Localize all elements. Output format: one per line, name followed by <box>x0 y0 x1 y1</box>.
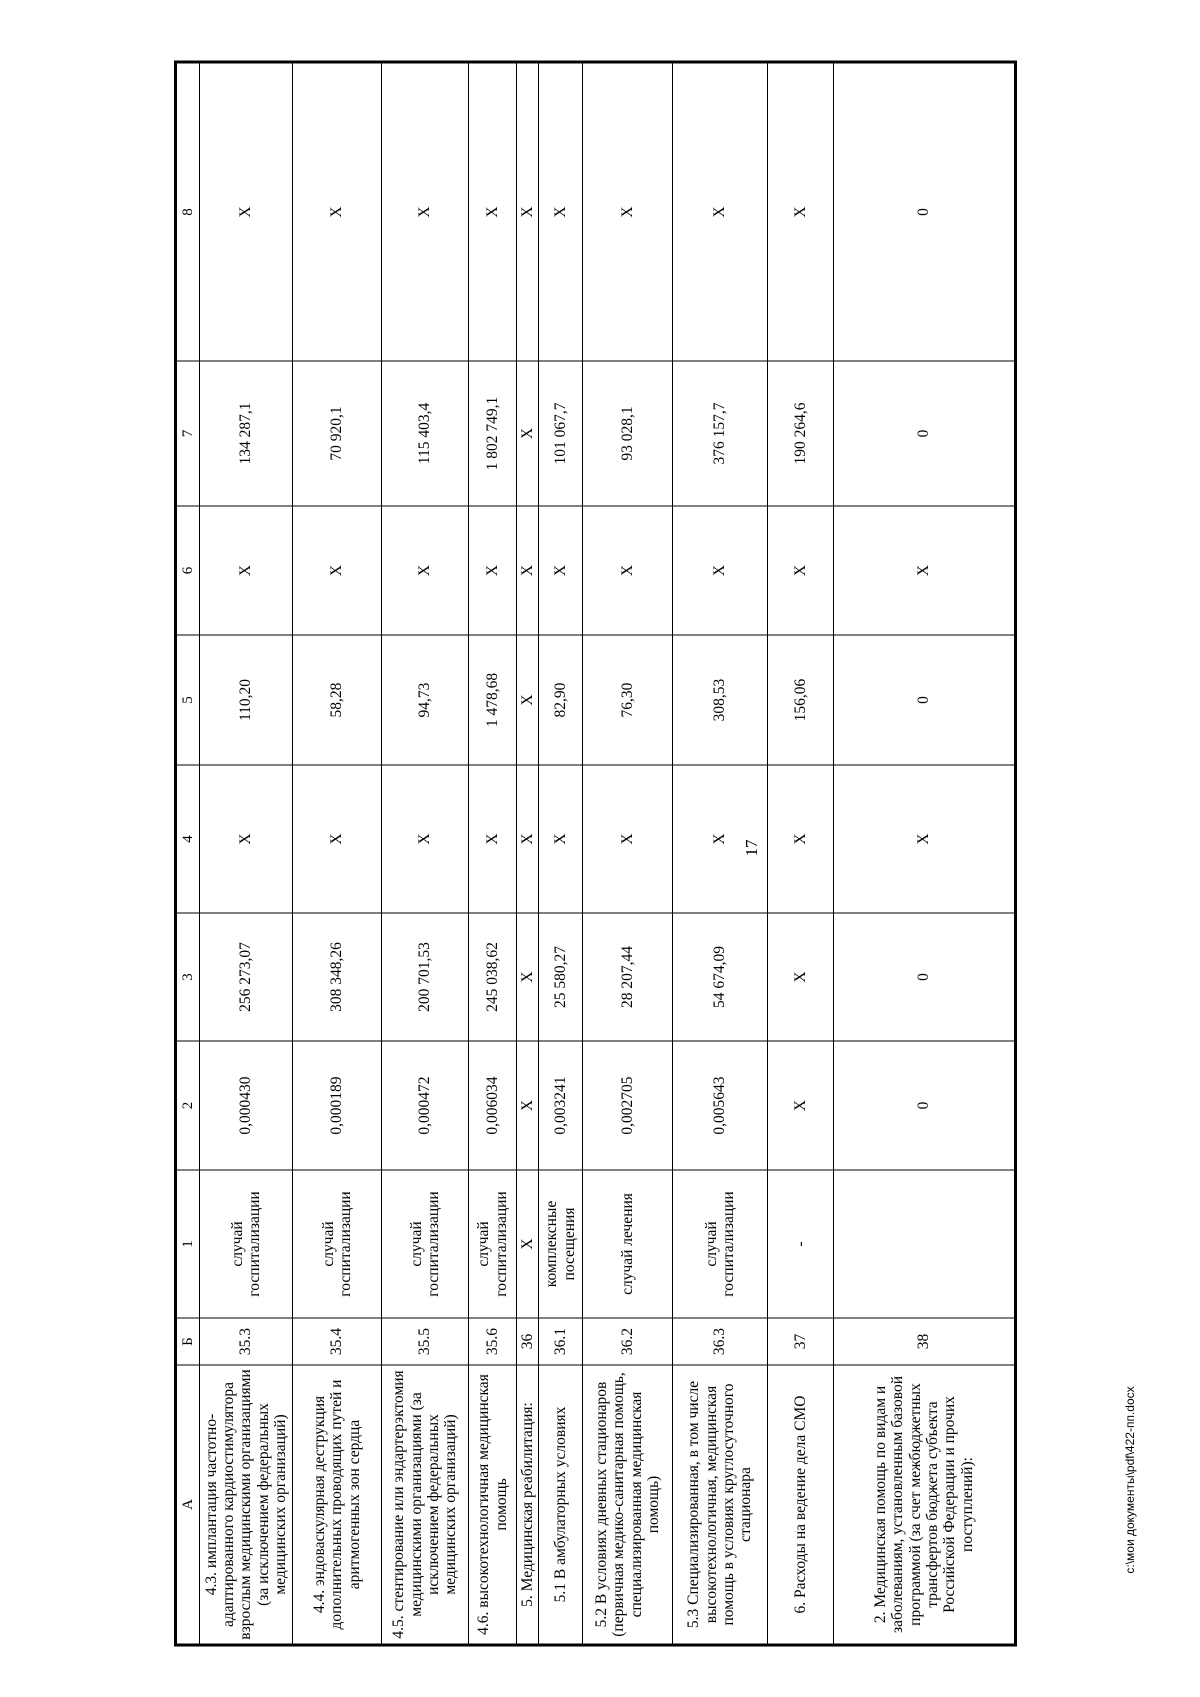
table-cell: 0 <box>834 361 1016 506</box>
table-cell: 36.3 <box>673 1318 768 1365</box>
table-cell: Х <box>382 506 469 635</box>
data-table <box>174 61 1017 1647</box>
table-cell: 190 264,6 <box>768 361 834 506</box>
table-cell: Х <box>293 765 382 913</box>
table-cell: Х <box>583 506 673 635</box>
table-cell: Х <box>200 506 293 635</box>
table-cell: Х <box>469 62 517 361</box>
table-cell: 82,90 <box>539 635 583 765</box>
header-cell: 2 <box>176 1041 200 1170</box>
table-cell: случай госпитализации <box>200 1170 293 1318</box>
table-cell: Х <box>382 62 469 361</box>
table-cell: Х <box>517 1170 539 1318</box>
table-cell: Х <box>539 765 583 913</box>
table-cell: Х <box>200 765 293 913</box>
header-cell: 5 <box>176 635 200 765</box>
table-cell: 0,000189 <box>293 1041 382 1170</box>
header-cell: 6 <box>176 506 200 635</box>
table-cell: 308,53 <box>673 635 768 765</box>
table-cell: 0 <box>834 913 1016 1041</box>
table-cell <box>834 1170 1016 1318</box>
table-cell: 0,000472 <box>382 1041 469 1170</box>
header-cell: 8 <box>176 62 200 361</box>
table-cell: Х <box>834 765 1016 913</box>
table-cell: 0,006034 <box>469 1041 517 1170</box>
table-cell: Х <box>768 913 834 1041</box>
table-cell: 308 348,26 <box>293 913 382 1041</box>
table-cell: 4.5. стентирование или эндартерэктомия медицинскими организациями (за исключением федеральных медицинских организаций) <box>382 1365 469 1645</box>
table-cell: 376 157,7 <box>673 361 768 506</box>
table-cell: случай госпитализации <box>293 1170 382 1318</box>
table-cell: 76,30 <box>583 635 673 765</box>
table-cell: случай госпитализации <box>469 1170 517 1318</box>
table-cell: 245 038,62 <box>469 913 517 1041</box>
table-cell: Х <box>768 765 834 913</box>
table-cell: Х <box>293 506 382 635</box>
table-cell: 5.3 Специализированная, в том числе высокотехнологичная, медицинская помощь в условиях круглосуточного стационара <box>673 1365 768 1645</box>
table-cell: Х <box>382 765 469 913</box>
table-cell: 0 <box>834 62 1016 361</box>
table-cell: Х <box>673 765 768 913</box>
page-number: 17 <box>742 839 761 857</box>
table-cell: 4.3. имплантация частотно-адаптированного кардиостимулятора взрослым медицинскими организациями (за исключением федеральных медицинских организаций) <box>200 1365 293 1645</box>
table-cell: 35.5 <box>382 1318 469 1365</box>
table-cell: 36.2 <box>583 1318 673 1365</box>
table-row <box>200 62 293 1645</box>
table-cell: 58,28 <box>293 635 382 765</box>
table-cell: 115 403,4 <box>382 361 469 506</box>
table-cell: 0,000430 <box>200 1041 293 1170</box>
table-cell: 38 <box>834 1318 1016 1365</box>
table-cell: 28 207,44 <box>583 913 673 1041</box>
table-cell: 134 287,1 <box>200 361 293 506</box>
header-cell: 4 <box>176 765 200 913</box>
table-cell: Х <box>673 506 768 635</box>
table-cell: комплексные посещения <box>539 1170 583 1318</box>
table-row <box>517 62 539 1645</box>
footer-file-path: c:\мои документы\pdf\422-пп.docx <box>1123 1386 1137 1574</box>
table-cell: 256 273,07 <box>200 913 293 1041</box>
table-cell: 93 028,1 <box>583 361 673 506</box>
table-row <box>469 62 517 1645</box>
table-row <box>673 62 768 1645</box>
table-cell: Х <box>768 1041 834 1170</box>
table-cell: 0,002705 <box>583 1041 673 1170</box>
table-cell: - <box>768 1170 834 1318</box>
table-cell: Х <box>834 506 1016 635</box>
table-cell: 110,20 <box>200 635 293 765</box>
table-cell: 35.4 <box>293 1318 382 1365</box>
table-cell: случай госпитализации <box>382 1170 469 1318</box>
table-row <box>834 62 1016 1645</box>
table-row <box>293 62 382 1645</box>
table-cell: 70 920,1 <box>293 361 382 506</box>
table-cell: Х <box>200 62 293 361</box>
table-cell: 101 067,7 <box>539 361 583 506</box>
table-cell: Х <box>768 62 834 361</box>
table-cell: Х <box>469 765 517 913</box>
table-cell: Х <box>517 765 539 913</box>
table-cell: 4.4. эндоваскулярная деструкция дополнительных проводящих путей и аритмогенных зон сердца <box>293 1365 382 1645</box>
table-cell: случай лечения <box>583 1170 673 1318</box>
table-cell: Х <box>673 62 768 361</box>
table-row <box>768 62 834 1645</box>
table-cell: Х <box>539 62 583 361</box>
header-cell: А <box>176 1365 200 1645</box>
table-cell: 200 701,53 <box>382 913 469 1041</box>
table-cell: 2. Медицинская помощь по видам и заболеваниям, установленным базовой программой (за счет межбюджетных трансфертов бюджета субъекта Российской Федерации и прочих поступлений): <box>834 1365 1016 1645</box>
table-cell: 35.6 <box>469 1318 517 1365</box>
header-cell: 3 <box>176 913 200 1041</box>
table-cell: 94,73 <box>382 635 469 765</box>
table-cell: 37 <box>768 1318 834 1365</box>
table-cell: 0 <box>834 635 1016 765</box>
table-cell: 25 580,27 <box>539 913 583 1041</box>
table-cell: Х <box>539 506 583 635</box>
table-cell: 156,06 <box>768 635 834 765</box>
table-cell: 1 802 749,1 <box>469 361 517 506</box>
table-cell: Х <box>517 506 539 635</box>
table-cell: Х <box>583 765 673 913</box>
table-row <box>583 62 673 1645</box>
table-cell: случай госпитализации <box>673 1170 768 1318</box>
table-cell: 36.1 <box>539 1318 583 1365</box>
table-cell: 54 674,09 <box>673 913 768 1041</box>
table-cell: 35.3 <box>200 1318 293 1365</box>
table-cell: Х <box>517 361 539 506</box>
table-row <box>382 62 469 1645</box>
table-cell: Х <box>583 62 673 361</box>
header-row <box>176 62 200 1645</box>
table-cell: 5. Медицинская реабилитация: <box>517 1365 539 1645</box>
table-cell: Х <box>469 506 517 635</box>
table-cell: 1 478,68 <box>469 635 517 765</box>
table-cell: Х <box>517 1041 539 1170</box>
table-cell: 6. Расходы на ведение дела СМО <box>768 1365 834 1645</box>
table-cell: 0,005643 <box>673 1041 768 1170</box>
header-cell: 1 <box>176 1170 200 1318</box>
table-cell: Х <box>517 913 539 1041</box>
table-cell: Х <box>293 62 382 361</box>
table-cell: 5.2 В условиях дневных стационаров (первичная медико-санитарная помощь, специализированная медицинская помощь) <box>583 1365 673 1645</box>
table-cell: 4.6. высокотехнологичная медицинская помощь <box>469 1365 517 1645</box>
table-cell: 36 <box>517 1318 539 1365</box>
table-cell: 0 <box>834 1041 1016 1170</box>
table-row <box>539 62 583 1645</box>
table-cell: Х <box>517 635 539 765</box>
header-cell: Б <box>176 1318 200 1365</box>
table-cell: Х <box>517 62 539 361</box>
table-cell: Х <box>768 506 834 635</box>
table-cell: 5.1 В амбулаторных условиях <box>539 1365 583 1645</box>
data-table-wrapper <box>174 64 1012 1647</box>
header-cell: 7 <box>176 361 200 506</box>
table-cell: 0,003241 <box>539 1041 583 1170</box>
